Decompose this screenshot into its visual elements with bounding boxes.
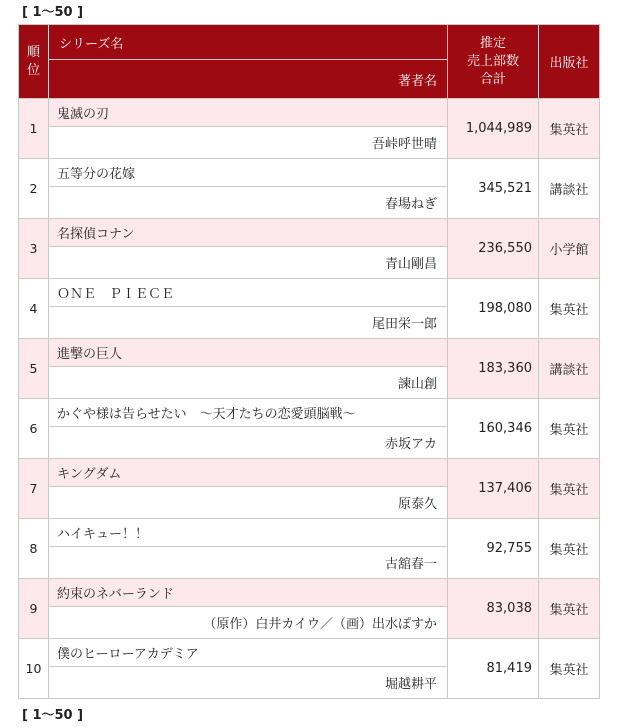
- author-name: 堀越耕平: [49, 667, 448, 699]
- sales-cell: 83,038: [448, 579, 539, 639]
- publisher-cell: 集英社: [539, 279, 600, 339]
- author-name: 古舘春一: [49, 547, 448, 579]
- header-author: 著者名: [49, 60, 448, 99]
- rank-cell: 6: [19, 399, 49, 459]
- author-name: 春場ねぎ: [49, 187, 448, 219]
- range-label-top: [ 1〜50 ]: [22, 5, 84, 20]
- table-row: [19, 339, 600, 367]
- ranking-table: [18, 24, 600, 699]
- rank-cell: 2: [19, 159, 49, 219]
- author-name: 尾田栄一郎: [49, 307, 448, 339]
- table-row: [19, 99, 600, 127]
- rank-cell: 4: [19, 279, 49, 339]
- table-row: [19, 519, 600, 547]
- series-title: かぐや様は告らせたい ～天才たちの恋愛頭脳戦～: [49, 399, 448, 427]
- header-publisher: 出版社: [539, 25, 600, 99]
- sales-cell: 198,080: [448, 279, 539, 339]
- publisher-cell: 小学館: [539, 219, 600, 279]
- series-title: 約束のネバーランド: [49, 579, 448, 607]
- header-rank-line2: 位: [26, 62, 40, 78]
- sales-cell: 1,044,989: [448, 99, 539, 159]
- author-name: 青山剛昌: [49, 247, 448, 279]
- table-row: [19, 399, 600, 427]
- series-title: ＯＮＥ ＰＩＥＣＥ: [49, 279, 448, 307]
- author-name: 吾峠呼世晴: [49, 127, 448, 159]
- header-sales-line2: 売上部数: [466, 53, 519, 69]
- publisher-cell: 集英社: [539, 579, 600, 639]
- rank-cell: 7: [19, 459, 49, 519]
- author-name: （原作）白井カイウ／（画）出水ぽすか: [49, 607, 448, 639]
- rank-cell: 9: [19, 579, 49, 639]
- sales-cell: 345,521: [448, 159, 539, 219]
- author-name: 諫山創: [49, 367, 448, 399]
- publisher-cell: 講談社: [539, 159, 600, 219]
- sales-cell: 137,406: [448, 459, 539, 519]
- table-row: [19, 459, 600, 487]
- range-label-bottom: [ 1〜50 ]: [22, 708, 84, 723]
- rank-cell: 10: [19, 639, 49, 699]
- header-sales: [448, 25, 539, 99]
- publisher-cell: 集英社: [539, 399, 600, 459]
- rank-cell: 8: [19, 519, 49, 579]
- table-row: [19, 579, 600, 607]
- series-title: 名探偵コナン: [49, 219, 448, 247]
- author-name: 原泰久: [49, 487, 448, 519]
- series-title: 鬼滅の刃: [49, 99, 448, 127]
- sales-cell: 236,550: [448, 219, 539, 279]
- series-title: ハイキュー！！: [49, 519, 448, 547]
- header-sales-line1: 推定: [479, 35, 506, 51]
- sales-cell: 81,419: [448, 639, 539, 699]
- sales-cell: 160,346: [448, 399, 539, 459]
- rank-cell: 1: [19, 99, 49, 159]
- table-row: [19, 219, 600, 247]
- header-rank: [19, 25, 49, 99]
- series-title: 僕のヒーローアカデミア: [49, 639, 448, 667]
- table-row: [19, 159, 600, 187]
- table-row: [19, 639, 600, 667]
- publisher-cell: 集英社: [539, 519, 600, 579]
- author-name: 赤坂アカ: [49, 427, 448, 459]
- header-series: シリーズ名: [49, 25, 448, 60]
- table-row: [19, 279, 600, 307]
- series-title: 五等分の花嫁: [49, 159, 448, 187]
- rank-cell: 5: [19, 339, 49, 399]
- sales-cell: 92,755: [448, 519, 539, 579]
- rank-cell: 3: [19, 219, 49, 279]
- sales-cell: 183,360: [448, 339, 539, 399]
- publisher-cell: 集英社: [539, 99, 600, 159]
- publisher-cell: 集英社: [539, 639, 600, 699]
- series-title: 進撃の巨人: [49, 339, 448, 367]
- publisher-cell: 集英社: [539, 459, 600, 519]
- ranking-body: [19, 99, 600, 699]
- publisher-cell: 講談社: [539, 339, 600, 399]
- header-sales-line3: 合計: [479, 71, 506, 87]
- series-title: キングダム: [49, 459, 448, 487]
- header-rank-line1: 順: [26, 44, 40, 60]
